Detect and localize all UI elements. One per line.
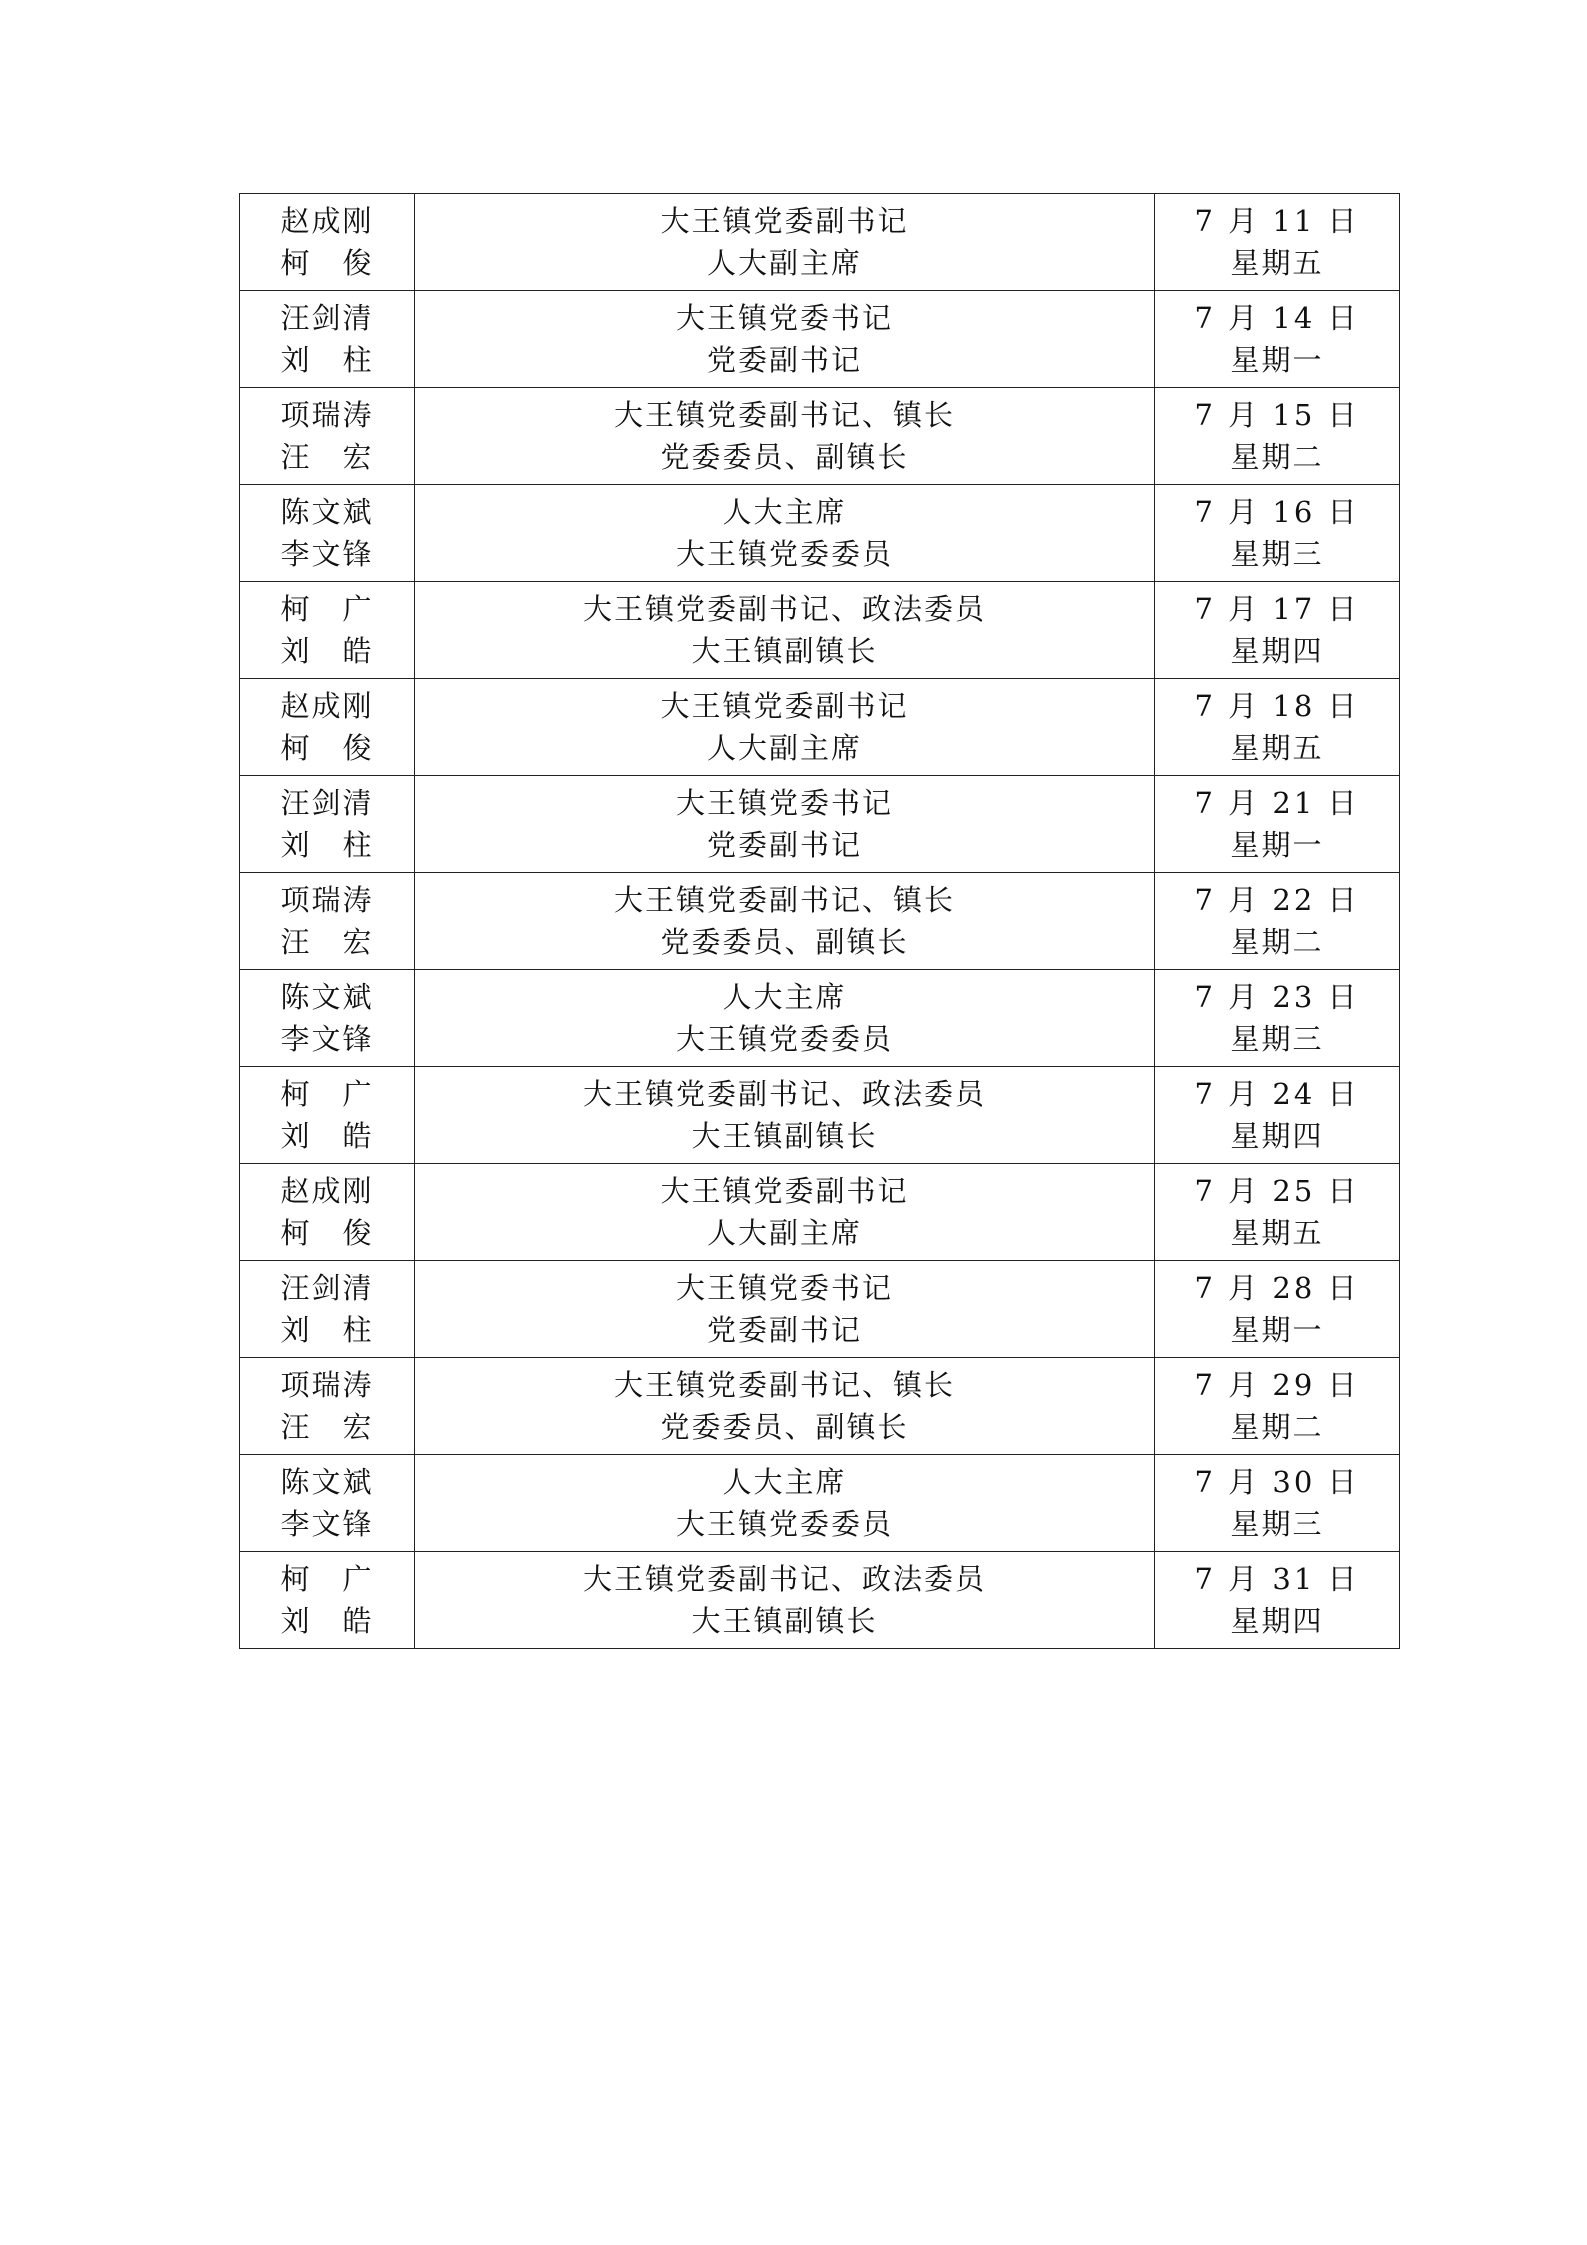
duty-person-name: 刘 柱: [280, 1313, 374, 1347]
duty-person-name: 柯 广: [280, 1562, 374, 1596]
duty-person-name: 刘 皓: [280, 1119, 374, 1153]
duty-person-position: 大王镇党委副书记: [660, 1174, 909, 1208]
duty-positions-cell: [415, 582, 1155, 679]
duty-positions-cell: [415, 1164, 1155, 1261]
table-row: [240, 679, 1400, 776]
duty-positions-cell: [415, 1261, 1155, 1358]
duty-date-cell: [1155, 194, 1400, 291]
duty-names-cell: [240, 1358, 415, 1455]
table-row: [240, 291, 1400, 388]
table-row: [240, 582, 1400, 679]
duty-person-position: 大王镇党委书记: [675, 1271, 893, 1305]
duty-person-position: 大王镇副镇长: [691, 1119, 878, 1153]
duty-names-cell: [240, 1455, 415, 1552]
duty-positions-cell: [415, 1358, 1155, 1455]
duty-names-cell: [240, 873, 415, 970]
duty-date: 7 月 30 日: [1194, 1465, 1360, 1499]
duty-person-name: 项瑞涛: [280, 398, 374, 432]
duty-names-cell: [240, 1067, 415, 1164]
duty-person-name: 项瑞涛: [280, 883, 374, 917]
duty-positions-cell: [415, 873, 1155, 970]
duty-person-name: 赵成刚: [280, 689, 374, 723]
duty-person-position: 党委委员、副镇长: [660, 440, 909, 474]
duty-date: 7 月 31 日: [1194, 1562, 1360, 1596]
duty-names-cell: [240, 194, 415, 291]
duty-person-name: 赵成刚: [280, 1174, 374, 1208]
duty-person-name: 李文锋: [280, 1507, 374, 1541]
duty-date-cell: [1155, 291, 1400, 388]
duty-person-name: 柯 广: [280, 592, 374, 626]
duty-person-name: 刘 柱: [280, 828, 374, 862]
duty-person-name: 刘 皓: [280, 634, 374, 668]
duty-date-cell: [1155, 970, 1400, 1067]
table-row: [240, 485, 1400, 582]
duty-date: 7 月 24 日: [1194, 1077, 1360, 1111]
duty-date: 7 月 22 日: [1194, 883, 1360, 917]
duty-date-cell: [1155, 1164, 1400, 1261]
table-row: [240, 194, 1400, 291]
duty-date: 7 月 21 日: [1194, 786, 1360, 820]
duty-date: 7 月 11 日: [1194, 204, 1360, 238]
duty-positions-cell: [415, 1552, 1155, 1649]
duty-weekday: 星期四: [1230, 1604, 1324, 1638]
duty-weekday: 星期五: [1230, 246, 1324, 280]
duty-weekday: 星期一: [1230, 343, 1324, 377]
duty-weekday: 星期一: [1230, 1313, 1324, 1347]
duty-person-name: 刘 柱: [280, 343, 374, 377]
duty-names-cell: [240, 776, 415, 873]
duty-person-position: 党委委员、副镇长: [660, 1410, 909, 1444]
duty-person-position: 大王镇党委副书记、政法委员: [582, 592, 986, 626]
duty-names-cell: [240, 1164, 415, 1261]
duty-names-cell: [240, 1552, 415, 1649]
duty-person-name: 汪 宏: [280, 925, 374, 959]
duty-date-cell: [1155, 776, 1400, 873]
duty-date-cell: [1155, 582, 1400, 679]
duty-date-cell: [1155, 388, 1400, 485]
duty-person-name: 柯 广: [280, 1077, 374, 1111]
duty-weekday: 星期二: [1230, 925, 1324, 959]
duty-person-name: 陈文斌: [280, 1465, 374, 1499]
duty-person-name: 项瑞涛: [280, 1368, 374, 1402]
duty-person-position: 大王镇党委副书记、镇长: [613, 398, 955, 432]
duty-names-cell: [240, 485, 415, 582]
duty-date-cell: [1155, 1552, 1400, 1649]
duty-person-name: 李文锋: [280, 1022, 374, 1056]
duty-person-position: 大王镇副镇长: [691, 634, 878, 668]
duty-positions-cell: [415, 291, 1155, 388]
duty-person-position: 大王镇党委书记: [675, 786, 893, 820]
duty-person-name: 柯 俊: [280, 1216, 374, 1250]
duty-person-name: 汪剑清: [280, 301, 374, 335]
table-row: [240, 1358, 1400, 1455]
duty-date: 7 月 18 日: [1194, 689, 1360, 723]
duty-weekday: 星期五: [1230, 1216, 1324, 1250]
duty-names-cell: [240, 582, 415, 679]
duty-date-cell: [1155, 485, 1400, 582]
duty-person-position: 大王镇党委副书记: [660, 689, 909, 723]
duty-person-position: 大王镇党委副书记: [660, 204, 909, 238]
duty-person-name: 陈文斌: [280, 495, 374, 529]
duty-roster-table: [239, 193, 1400, 1649]
duty-person-position: 大王镇党委书记: [675, 301, 893, 335]
duty-person-name: 汪剑清: [280, 786, 374, 820]
duty-person-position: 大王镇党委副书记、政法委员: [582, 1077, 986, 1111]
table-row: [240, 388, 1400, 485]
duty-weekday: 星期二: [1230, 440, 1324, 474]
duty-person-position: 大王镇党委委员: [675, 1507, 893, 1541]
duty-person-name: 柯 俊: [280, 246, 374, 280]
duty-person-position: 大王镇党委委员: [675, 1022, 893, 1056]
duty-person-name: 汪 宏: [280, 1410, 374, 1444]
duty-positions-cell: [415, 485, 1155, 582]
duty-person-position: 党委委员、副镇长: [660, 925, 909, 959]
duty-person-name: 李文锋: [280, 537, 374, 571]
duty-positions-cell: [415, 679, 1155, 776]
duty-names-cell: [240, 1261, 415, 1358]
duty-person-position: 大王镇副镇长: [691, 1604, 878, 1638]
duty-person-name: 柯 俊: [280, 731, 374, 765]
duty-positions-cell: [415, 1455, 1155, 1552]
duty-weekday: 星期一: [1230, 828, 1324, 862]
duty-person-position: 党委副书记: [706, 343, 862, 377]
duty-positions-cell: [415, 776, 1155, 873]
duty-names-cell: [240, 388, 415, 485]
duty-date-cell: [1155, 1261, 1400, 1358]
duty-date: 7 月 15 日: [1194, 398, 1360, 432]
duty-date-cell: [1155, 679, 1400, 776]
duty-person-name: 陈文斌: [280, 980, 374, 1014]
duty-person-name: 刘 皓: [280, 1604, 374, 1638]
duty-weekday: 星期三: [1230, 537, 1324, 571]
duty-person-position: 人大副主席: [706, 1216, 862, 1250]
duty-person-name: 汪剑清: [280, 1271, 374, 1305]
duty-date-cell: [1155, 873, 1400, 970]
duty-person-position: 大王镇党委委员: [675, 537, 893, 571]
duty-weekday: 星期三: [1230, 1507, 1324, 1541]
duty-date: 7 月 29 日: [1194, 1368, 1360, 1402]
duty-positions-cell: [415, 1067, 1155, 1164]
duty-names-cell: [240, 970, 415, 1067]
table-row: [240, 873, 1400, 970]
duty-weekday: 星期三: [1230, 1022, 1324, 1056]
duty-weekday: 星期二: [1230, 1410, 1324, 1444]
duty-date-cell: [1155, 1067, 1400, 1164]
duty-date: 7 月 16 日: [1194, 495, 1360, 529]
duty-person-position: 大王镇党委副书记、政法委员: [582, 1562, 986, 1596]
duty-person-position: 人大主席: [722, 1465, 847, 1499]
duty-person-position: 人大副主席: [706, 246, 862, 280]
duty-names-cell: [240, 679, 415, 776]
duty-person-position: 党委副书记: [706, 828, 862, 862]
duty-date: 7 月 23 日: [1194, 980, 1360, 1014]
duty-person-position: 党委副书记: [706, 1313, 862, 1347]
duty-roster-body: [240, 194, 1400, 1649]
duty-weekday: 星期四: [1230, 1119, 1324, 1153]
duty-weekday: 星期五: [1230, 731, 1324, 765]
duty-date-cell: [1155, 1455, 1400, 1552]
duty-date: 7 月 17 日: [1194, 592, 1360, 626]
duty-date: 7 月 28 日: [1194, 1271, 1360, 1305]
duty-person-position: 人大主席: [722, 495, 847, 529]
table-row: [240, 1552, 1400, 1649]
table-row: [240, 1067, 1400, 1164]
duty-weekday: 星期四: [1230, 634, 1324, 668]
duty-positions-cell: [415, 388, 1155, 485]
duty-positions-cell: [415, 970, 1155, 1067]
duty-person-name: 汪 宏: [280, 440, 374, 474]
table-row: [240, 1455, 1400, 1552]
table-row: [240, 776, 1400, 873]
duty-person-name: 赵成刚: [280, 204, 374, 238]
table-row: [240, 1164, 1400, 1261]
duty-person-position: 人大主席: [722, 980, 847, 1014]
duty-date: 7 月 25 日: [1194, 1174, 1360, 1208]
duty-date-cell: [1155, 1358, 1400, 1455]
duty-person-position: 人大副主席: [706, 731, 862, 765]
table-row: [240, 1261, 1400, 1358]
duty-names-cell: [240, 291, 415, 388]
duty-positions-cell: [415, 194, 1155, 291]
duty-person-position: 大王镇党委副书记、镇长: [613, 1368, 955, 1402]
duty-person-position: 大王镇党委副书记、镇长: [613, 883, 955, 917]
duty-date: 7 月 14 日: [1194, 301, 1360, 335]
table-row: [240, 970, 1400, 1067]
